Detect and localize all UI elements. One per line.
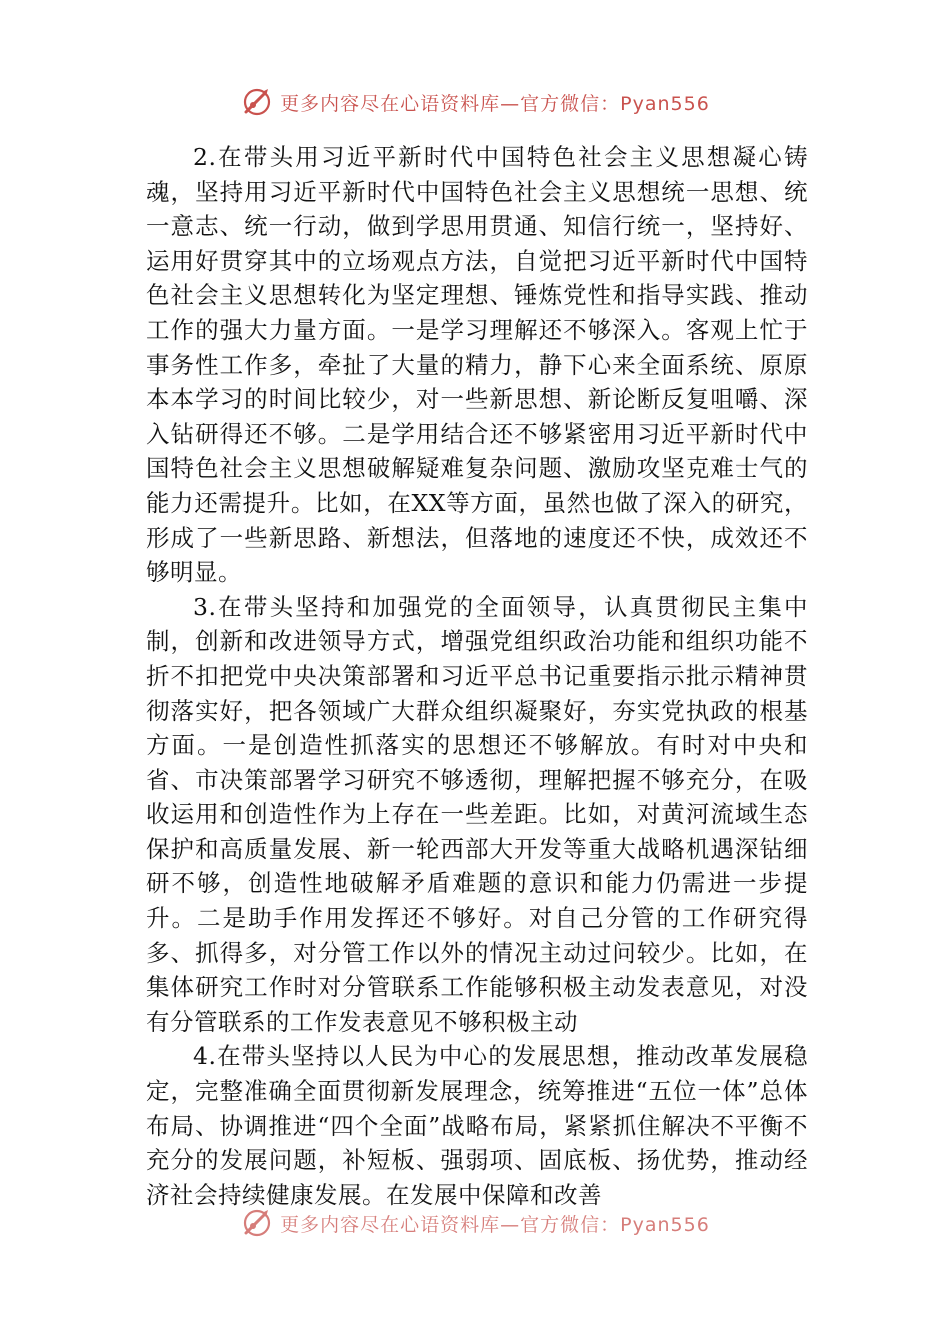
header-banner [0,82,950,122]
footer-banner-text: 更多内容尽在心语资料库—官方微信：Pyan556 [280,1213,710,1236]
paragraph-3: 3.在带头坚持和加强党的全面领导，认真贯彻民主集中制，创新和改进领导方式，增强党组织政治功能和组织功能不折不扣把党中央决策部署和习近平总书记重要指示批示精神贯彻落实好，把各领域广大群众组织凝聚好，夯实党执政的根基方面。一是创造性抓落实的思想还不够解放。有时对中央和省、市决策部署学习研究不够透彻，理解把握不够充分，在吸收运用和创造性作为上存在一些差距。比如，对黄河流域生态保护和高质量发展、新一轮西部大开发等重大战略机遇深钻细研不够，创造性地破解矛盾难题的意识和能力仍需进一步提升。二是助手作用发挥还不够好。对自己分管的工作研究得多、抓得多，对分管工作以外的情况主动过问较少。比如，在集体研究工作时对分管联系工作能够积极主动发表意见，对没有分管联系的工作发表意见不够积极主动 [146,592,808,1036]
paragraph-2: 2.在带头用习近平新时代中国特色社会主义思想凝心铸魂，坚持用习近平新时代中国特色社会主义思想统一思想、统一意志、统一行动，做到学思用贯通、知信行统一，坚持好、运用好贯穿其中的立场观点方法，自觉把习近平新时代中国特色社会主义思想转化为坚定理想、锤炼党性和指导实践、推动工作的强大力量方面。一是学习理解还不够深入。客观上忙于事务性工作多，牵扯了大量的精力，静下心来全面系统、原原本本学习的时间比较少，对一些新思想、新论断反复咀嚼、深入钻研得还不够。二是学用结合还不够紧密用习近平新时代中国特色社会主义思想破解疑难复杂问题、激励攻坚克难士气的能力还需提升。比如，在XX等方面，虽然也做了深入的研究，形成了一些新思路、新想法，但落地的速度还不快，成效还不够明显。 [146,143,808,587]
paragraph-4: 4.在带头坚持以人民为中心的发展思想，推动改革发展稳定，完整准确全面贯彻新发展理念，统筹推进“五位一体”总体布局、协调推进“四个全面”战略布局，紧紧抓住解决不平衡不充分的发展问题，补短板、强弱项、固底板、扬优势，推动经济社会持续健康发展。在发展中保障和改善 [146,1042,808,1209]
footer-banner [0,1203,950,1243]
pen-circle-icon [240,1206,274,1240]
document-body [146,140,808,1212]
pen-circle-icon [240,85,274,119]
header-banner-text: 更多内容尽在心语资料库—官方微信：Pyan556 [280,92,710,115]
